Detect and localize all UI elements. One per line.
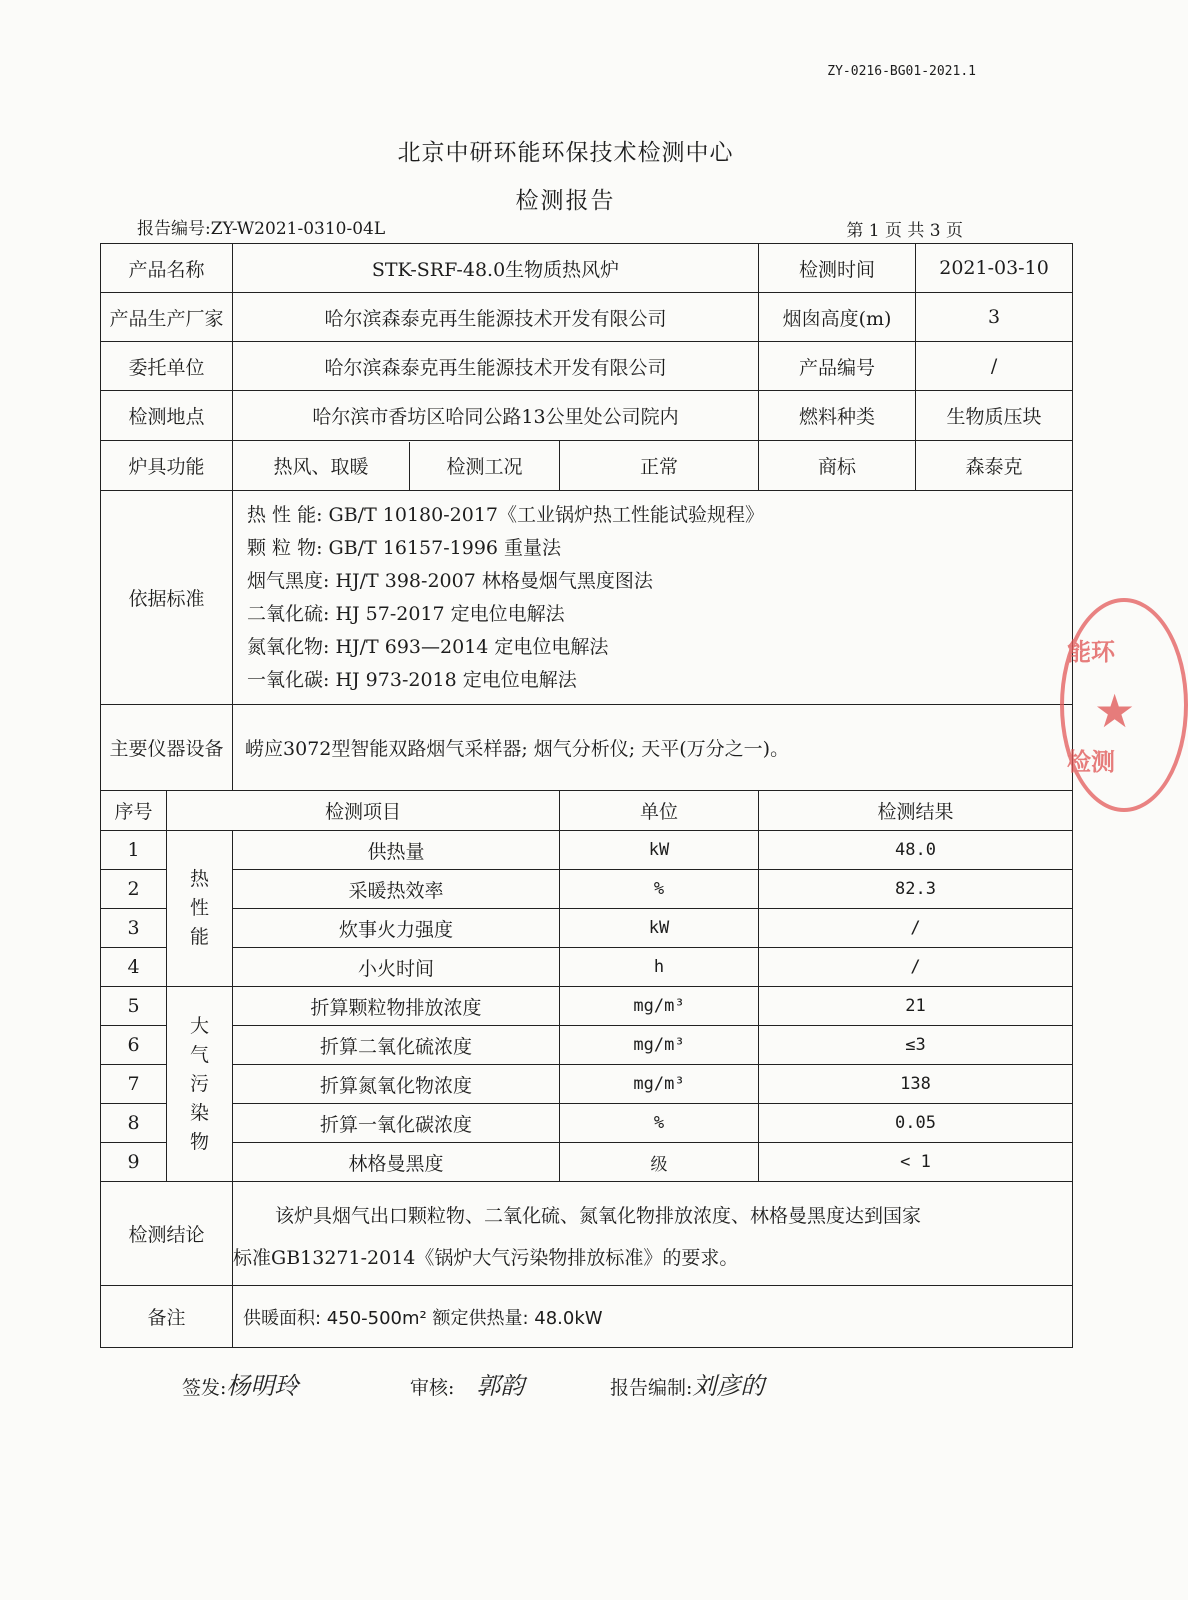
row-item: 供热量	[233, 831, 560, 870]
function-value: 热风、取暖	[273, 456, 369, 478]
conclusion-text	[233, 1182, 1073, 1286]
header-item: 检测项目	[167, 791, 560, 831]
row-unit: mg/m³	[560, 1026, 759, 1065]
group-air-pollutants	[167, 987, 233, 1182]
report-title: 检测报告	[515, 188, 616, 214]
issuer-label: 签发:	[182, 1377, 227, 1399]
reviewer-label: 审核:	[410, 1377, 455, 1399]
organization-name: 北京中研环能环保技术检测中心	[397, 140, 734, 166]
chimney-height-value: 3	[916, 293, 1073, 342]
row-number: 5	[101, 987, 167, 1026]
equipment-value: 崂应3072型智能双路烟气采样器; 烟气分析仪; 天平(万分之一)。	[233, 705, 1073, 791]
conclusion-line: 该炉具烟气出口颗粒物、二氧化硫、氮氧化物排放浓度、林格曼黑度达到国家	[275, 1204, 922, 1227]
row-result: 21	[759, 987, 1073, 1026]
report-table	[100, 243, 1073, 1348]
row-item: 折算一氧化碳浓度	[233, 1104, 560, 1143]
brand-value: 森泰克	[916, 441, 1073, 491]
remarks-value: 供暖面积: 450-500m² 额定供热量: 48.0kW	[233, 1286, 1073, 1348]
standard-line: 一氧化碳: HJ 973-2018 定电位电解法	[247, 668, 577, 691]
row-item: 采暖热效率	[233, 870, 560, 909]
row-result: /	[759, 948, 1073, 987]
header-result: 检测结果	[759, 791, 1073, 831]
function-label: 炉具功能	[101, 441, 233, 491]
report-number: 报告编号:ZY-W2021-0310-04L	[137, 219, 386, 239]
function-cell	[233, 441, 560, 491]
row-number: 8	[101, 1104, 167, 1143]
row-item: 折算氮氧化物浓度	[233, 1065, 560, 1104]
row-number: 9	[101, 1143, 167, 1182]
standard-line: 烟气黑度: HJ/T 398-2007 林格曼烟气黑度图法	[247, 569, 653, 592]
conclusion-line: 标准GB13271-2014《锅炉大气污染物排放标准》的要求。	[233, 1246, 739, 1269]
condition-value: 正常	[560, 441, 759, 491]
row-result: 138	[759, 1065, 1073, 1104]
row-unit: mg/m³	[560, 1065, 759, 1104]
compiler-label: 报告编制:	[610, 1377, 693, 1399]
official-seal	[1060, 598, 1188, 812]
client-value: 哈尔滨森泰克再生能源技术开发有限公司	[233, 342, 759, 391]
product-name-value: STK-SRF-48.0生物质热风炉	[233, 244, 759, 293]
standard-line: 颗 粒 物: GB/T 16157-1996 重量法	[247, 536, 562, 559]
chimney-height-label: 烟囱高度(m)	[759, 293, 916, 342]
group-thermal-performance	[167, 831, 233, 987]
star-icon: ★	[1094, 684, 1136, 738]
product-name-label: 产品名称	[101, 244, 233, 293]
manufacturer-value: 哈尔滨森泰克再生能源技术开发有限公司	[233, 293, 759, 342]
row-item: 小火时间	[233, 948, 560, 987]
row-item: 折算颗粒物排放浓度	[233, 987, 560, 1026]
standard-line: 热 性 能: GB/T 10180-2017《工业锅炉热工性能试验规程》	[247, 503, 765, 526]
document-code: ZY-0216-BG01-2021.1	[827, 64, 976, 79]
row-result: 0.05	[759, 1104, 1073, 1143]
product-number-value: /	[916, 342, 1073, 391]
test-time-label: 检测时间	[759, 244, 916, 293]
location-value: 哈尔滨市香坊区哈同公路13公里处公司院内	[233, 391, 759, 441]
row-result: < 1	[759, 1143, 1073, 1182]
row-unit: %	[560, 1104, 759, 1143]
issuer-signature	[182, 1366, 298, 1401]
row-result: /	[759, 909, 1073, 948]
compiler-name: 刘彦的	[692, 1372, 765, 1400]
row-unit: h	[560, 948, 759, 987]
row-result: 82.3	[759, 870, 1073, 909]
reviewer-signature	[410, 1366, 524, 1401]
row-item: 林格曼黑度	[233, 1143, 560, 1182]
row-unit: kW	[560, 909, 759, 948]
header-unit: 单位	[560, 791, 759, 831]
test-time-value: 2021-03-10	[916, 244, 1073, 293]
row-unit: 级	[560, 1143, 759, 1182]
row-unit: %	[560, 870, 759, 909]
seal-text-top: 能环	[1067, 637, 1115, 666]
manufacturer-label: 产品生产厂家	[101, 293, 233, 342]
header-number: 序号	[101, 791, 167, 831]
product-number-label: 产品编号	[759, 342, 916, 391]
fuel-type-label: 燃料种类	[759, 391, 916, 441]
location-label: 检测地点	[101, 391, 233, 441]
standards-label: 依据标准	[101, 491, 233, 705]
reviewer-name: 郭韵	[476, 1372, 525, 1400]
row-number: 3	[101, 909, 167, 948]
row-unit: kW	[560, 831, 759, 870]
row-number: 4	[101, 948, 167, 987]
row-number: 1	[101, 831, 167, 870]
row-number: 2	[101, 870, 167, 909]
row-item: 折算二氧化硫浓度	[233, 1026, 560, 1065]
equipment-label: 主要仪器设备	[101, 705, 233, 791]
row-item: 炊事火力强度	[233, 909, 560, 948]
remarks-label: 备注	[101, 1286, 233, 1348]
row-result: ≤3	[759, 1026, 1073, 1065]
row-number: 7	[101, 1065, 167, 1104]
fuel-type-value: 生物质压块	[916, 391, 1073, 441]
group-label: 热性能	[189, 868, 209, 948]
client-label: 委托单位	[101, 342, 233, 391]
standard-line: 二氧化硫: HJ 57-2017 定电位电解法	[247, 602, 565, 625]
row-result: 48.0	[759, 831, 1073, 870]
group-label: 大气污染物	[189, 1014, 209, 1153]
compiler-signature	[610, 1366, 764, 1401]
conclusion-label: 检测结论	[101, 1182, 233, 1286]
page-info: 第 1 页 共 3 页	[846, 221, 963, 241]
row-unit: mg/m³	[560, 987, 759, 1026]
standard-line: 氮氧化物: HJ/T 693—2014 定电位电解法	[247, 635, 609, 658]
brand-label: 商标	[759, 441, 916, 491]
seal-text-bottom: 检测	[1067, 747, 1115, 776]
condition-label: 检测工况	[409, 442, 559, 490]
standards-list	[233, 491, 1073, 705]
issuer-name: 杨明玲	[226, 1372, 299, 1400]
row-number: 6	[101, 1026, 167, 1065]
